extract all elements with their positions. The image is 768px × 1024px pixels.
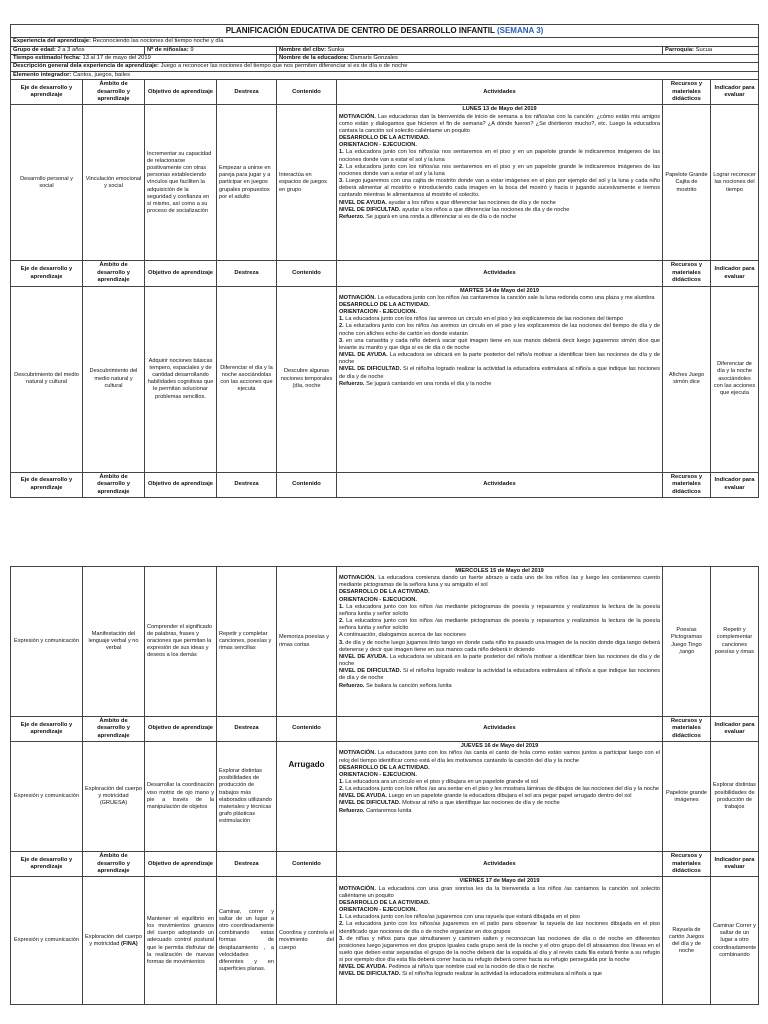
header-tiempo-val: 13 al 17 de mayo del 2019 [82,55,151,62]
days-jueves-a2: La educadora junto con los niños /as ara sentar en el piso y les mostrara láminas de dibujos de las nociones del día y la noche [345,786,659,793]
labels-n3: 3. [339,337,344,344]
descripcion-row [11,63,759,71]
days-viernes-day: VIERNES 17 de Mayo del 2019 [459,878,540,885]
labels-n3: 3. [339,639,344,646]
days-miercoles-a1: La educadora junto con los niños /as mediante pictogramas de poesía y repasamos y realizamos la lectura de la poesía señora lunita y señor solcito [339,603,660,617]
columns-contenido: Contenido [277,261,337,286]
days-miercoles-a2: La educadora junto con los niños /as mediante pictogramas de poesía y repasamos y realizamos la lectura de la poesía señora lunita y señor solcito [339,618,660,632]
columns-destreza: Destreza [217,261,277,286]
columns-recursos: Recursos y materiales didácticos [663,80,711,105]
labels-ayuda: NIVEL DE AYUDA. [339,964,387,971]
labels-motivacion: MOTIVACIÓN. [339,294,376,301]
labels-motivacion: MOTIVACIÓN. [339,885,376,892]
days-viernes-indicador: Caminar Correr y saltar de un lugar a otro coordinadamente combinando [711,877,759,1005]
days-viernes-destreza: Caminar, correr y saltar de un lugar a otro coordinadamente combinando estas formas de desplazamiento , a velocidades diferentes y en superficies planas. [217,877,277,1005]
days-viernes-a1: La educadora junto con los niños/as jugaremos con una rayuela que estará dibujada en el piso [345,914,581,921]
columns-destreza: Destreza [217,852,277,877]
num-ninos-cell [145,46,277,54]
days-martes-a2: La educadora junto con los niños /as aremos un circulo en el piso y les explicaremos de las nociones del tiempo de día y de noche con afiches echo de cartón en donde estarán [339,323,660,337]
column-header-row [11,472,759,497]
columns-recursos: Recursos y materiales didácticos [663,717,711,742]
header-experiencia-val: Reconociendo las nociones del tiempo noche y día [92,38,224,45]
activities-viernes [337,877,663,1005]
day-row-viernes [11,877,759,1005]
days-miercoles-ambito: Manifestación del lenguaje verbal y no verbal [83,567,145,717]
days-lunes-contenido: Interactúa en espacios de juegos en grupo [277,105,337,261]
columns-contenido: Contenido [277,80,337,105]
parroquia-cell [663,46,759,54]
days-lunes-ambito: Vinculación emocional y social [83,105,145,261]
labels-dificultad: NIVEL DE DIFICULTAD. [339,206,401,213]
header-grupo: Grupo de edad: [13,46,56,53]
days-miercoles-contenido: Memoriza poesías y rimas cortas [277,567,337,717]
labels-desarrollo: DESARROLLO DE LA ACTIVIDAD. [339,589,430,596]
days-miercoles-day: MIERCOLES 15 de Mayo del 2019 [455,568,544,574]
labels-motivacion: MOTIVACIÓN. [339,113,376,120]
cibv-cell [277,46,663,54]
days-martes-ambito: Descubrimiento del medio natural y cultural [83,286,145,472]
days-jueves-motivacion: La educadora junto con los niños /as canta el canto de hola como están vamos juntos a participar luego con el reloj del tiempo identificar como está el día les motivamos cantando la canción del día y la noche [339,750,660,764]
stamp-arrugado: Arrugado [288,760,325,770]
activities-miercoles [337,567,663,717]
columns-contenido: Contenido [277,717,337,742]
days-lunes-dificultad: ayudar a los niños a que diferenciar las nociones de día y de noche [402,206,570,213]
labels-n1: 1. [339,316,344,323]
columns-ambito: Ámbito de desarrollo y aprendizaje [83,261,145,286]
days-jueves-objetivo: Desarrollar la coordinación viso motriz de ojo mano y pie a través de la manipulación de objetos [145,742,217,852]
labels-n1: 1. [339,603,344,610]
labels-desarrollo: DESARROLLO DE LA ACTIVIDAD. [339,764,430,771]
columns-contenido: Contenido [277,852,337,877]
header-cibv-val: Sunka [327,46,345,53]
columns-indicador: Indicador para evaluar [711,852,759,877]
columns-ambito: Ámbito de desarrollo y aprendizaje [83,80,145,105]
labels-n2: 2. [339,618,344,625]
columns-actividades: Actividades [337,472,663,497]
experiencia-row [11,38,759,46]
labels-refuerzo: Refuerzo. [339,807,365,814]
days-jueves-ambito: Exploración del cuerpo y motricidad (GRUESA) [83,742,145,852]
columns-indicador: Indicador para evaluar [711,80,759,105]
days-miercoles-indicador: Repetir y complementar canciones poesías y rimas [711,567,759,717]
columns-objetivo: Objetivo de aprendizaje [145,852,217,877]
days-viernes-a3: de niñas y niños para que simultaneen y caminen salten y reconozcan las nociones de día o de noche en diferentes posiciones luego jugaremos en dos grupos iguales cada grupo será de la noche y el otro grupo del dí atrasamos dos líneas en el suelo que deben estar separadas el grupo de la noche deberá dar la espalda al día y al revés cada fila estará frente a su refugio si por ejemplo dice día esta fila deberá correr hacia su refugio deberá correr hacia su refugio perseguida por la noche [339,935,660,964]
columns-eje: Eje de desarrollo y aprendizaje [11,261,83,286]
days-martes-contenido: Descubre algunas nociones temporales (día, noche [277,286,337,472]
labels-refuerzo: Refuerzo. [339,380,365,387]
days-lunes-objetivo: Incrementar su capacidad de relacionarse positivamente con otras personas estableciendo vínculos que faciliten la adquisición de la seguridad y confianza en sí mismo, así como a su proceso de socialización [145,105,217,261]
columns-recursos: Recursos y materiales didácticos [663,472,711,497]
days-martes-dificultad: Si el niño/ha logrado realizar la actividad la educadora estimulara al niño/a a que indique las nociones de día y de noche [339,366,660,380]
header-parroquia: Parroquia: [665,46,694,53]
header-elemento: Elemento integrador: [13,71,72,78]
days-lunes-eje: Desarrollo personal y social [11,105,83,261]
labels-orientacion: ORIENTACION - EJECUCION. [339,907,417,914]
activities-martes [337,286,663,472]
labels-refuerzo: Refuerzo. [339,213,365,220]
header-cibv: Nombre del cibv: [279,46,327,53]
days-lunes-ayuda: ayudar a los niños a que diferenciar las nociones de día y de noche [388,199,556,206]
column-header-row [11,717,759,742]
days-viernes-a2: La educadora junto con los niños/as jugaremos en el patio para observar la rayuela de las nociones dibujada en el piso identificado que nociones de día o de noche organizar en dos grupos [339,921,661,935]
activities-jueves [337,742,663,852]
columns-actividades: Actividades [337,80,663,105]
column-header-row [11,80,759,105]
labels-ayuda: NIVEL DE AYUDA. [339,653,388,660]
week-label: (SEMANA 3) [496,26,544,35]
labels-orientacion: ORIENTACION - EJECUCION. [339,596,417,603]
header-grupo-val: 2 a 3 años [57,46,85,53]
labels-desarrollo: DESARROLLO DE LA ACTIVIDAD. [339,135,430,142]
days-martes-ayuda: La educadora se ubicará en la parte posterior del niño/a motivar a identificar bien las nociones de día y de noche [339,352,660,366]
labels-ayuda: NIVEL DE AYUDA. [339,352,388,359]
days-jueves-ayuda: Luego en un papelote grande la educadora dibujara el sol ara pegar papel arrugado dentro del sol [388,793,632,800]
activities-lunes [337,105,663,261]
columns-ambito: Ámbito de desarrollo y aprendizaje [83,717,145,742]
days-lunes-a3: Luego jugaremos con una cajita de mostrito donde van a estar imágenes en el piso por ejemplo del sol y la luna y cada niño deberá alimentar al mostrito e introduciendo cada imagen en la boca del mostró y hacia ir jugando sucesivamente e iremos cantando mientras le alimentamos al mostrito el solecito. [339,178,660,199]
days-lunes-a1: La educadora junto con los niños/as nos sentaremos en el piso y en un papelote grande le indicaremos imágenes de las nociones donde van a estar el sol y la luna [339,149,660,163]
columns-actividades: Actividades [337,717,663,742]
columns-ambito: Ámbito de desarrollo y aprendizaje [83,472,145,497]
columns-actividades: Actividades [337,852,663,877]
header-descripcion: Descripción general dela experiencia de aprendizaje: [13,63,159,70]
columns-indicador: Indicador para evaluar [711,261,759,286]
days-miercoles-eje: Expresión y comunicación [11,567,83,717]
column-header-row [11,852,759,877]
labels-n2: 2. [339,921,344,928]
planning-page-1 [10,24,758,498]
elemento-row [11,71,759,79]
labels-n1: 1. [339,779,344,785]
columns-indicador: Indicador para evaluar [711,472,759,497]
days-viernes-objetivo: Mantener el equilibrio en los movimientos gruesos del cuerpo adoptando un adecuado control postural que le permita disfrutar de la realización de nuevas formas de movimientos [145,877,217,1005]
header-elemento-val: Cantos, juegos, bailes [72,71,130,78]
days-miercoles-a3: de día y de noche luego jugamos tinto tango en donde cada niño ira pasado una imagen de la noción donde diga tango deberá detenerse y decir que imagen tiene en sus manos cada niño deberá ir diciendo [339,639,660,653]
labels-ayuda: NIVEL DE AYUDA. [339,793,387,800]
planning-page-2 [10,566,758,1005]
day-row-jueves [11,742,759,852]
days-jueves-eje: Expresión y comunicación [11,742,83,852]
header-educadora-val: Damaris Gonzales [350,55,398,62]
columns-recursos: Recursos y materiales didácticos [663,261,711,286]
header-descripcion-val: Juego a reconocer las nociones del tiempo que nos permiten diferenciar si es de día o de noche [160,63,408,70]
days-miercoles-dificultad: Si el niño/ha logrado realizar la actividad la educadora estimulara al niño/a a que indique las nociones de día y de noche [339,668,660,682]
days-jueves-a1: La educadora ara un circulo en el piso y dibujara en un papelote grande el sol [345,779,539,785]
columns-eje: Eje de desarrollo y aprendizaje [11,852,83,877]
labels-dificultad: NIVEL DE DIFICULTAD. [339,971,401,978]
labels-motivacion: MOTIVACIÓN. [339,575,376,582]
days-viernes-ambito-pre: Exploración del cuerpo y motricidad [85,933,142,947]
days-martes-refuerzo: Se jugará cantando en una ronda el día y la noche [366,380,492,387]
days-viernes-ambito-bold: (FINA) [120,940,138,947]
days-lunes-day: LUNES 13 de Mayo del 2019 [462,106,537,113]
columns-eje: Eje de desarrollo y aprendizaje [11,80,83,105]
days-lunes-recursos: Papelote Grande Cajita de mostrito [663,105,711,261]
days-lunes-indicador: Lograr reconocer las nociones del tiempo [711,105,759,261]
days-viernes-eje: Expresión y comunicación [11,877,83,1005]
columns-contenido: Contenido [277,472,337,497]
labels-n1: 1. [339,149,344,156]
columns-eje: Eje de desarrollo y aprendizaje [11,472,83,497]
days-martes-objetivo: Adquirir nociones básicas tempero, espaciales y de cantidad desarrollando habilidades cognitivas que le permitan solucionar problemas sencillos. [145,286,217,472]
labels-n3: 3. [339,178,344,185]
columns-objetivo: Objetivo de aprendizaje [145,261,217,286]
columns-actividades: Actividades [337,261,663,286]
header-title-prefix: PLANIFICACIÓN EDUCATIVA DE CENTRO DE DESARROLLO INFANTIL [225,26,495,35]
days-jueves-destreza: Explorar distintas posibilidades de producción de trabajos más elaborados utilizando materiales y técnicas grafo plásticas estimulación [217,742,277,852]
days-martes-a1: La educadora junto con los niños /as aremos un circulo en el piso y les explicaremos de las nociones del tiempo [345,316,623,323]
days-lunes-a2: La educadora junto con los niños/as nos sentaremos en el piso y en un papelote grande le indicaremos imágenes de las nociones donde van a estar el sol y la luna [339,163,660,177]
columns-recursos: Recursos y materiales didácticos [663,852,711,877]
planning-table-2 [10,566,759,1005]
day-row-martes [11,286,759,472]
days-miercoles-recursos: Poesías Pictogramas Juego Tingo ,tango [663,567,711,717]
days-jueves-recursos: Papelote grande imágenes [663,742,711,852]
labels-ayuda: NIVEL DE AYUDA. [339,199,387,206]
day-row-miercoles [11,567,759,717]
labels-motivacion: MOTIVACIÓN. [339,750,376,757]
days-martes-eje: Descubrimiento del medio natural y cultural [11,286,83,472]
columns-destreza: Destreza [217,80,277,105]
days-martes-destreza: Diferenciar el día y la noche asociándolas con las acciones que ejecuta [217,286,277,472]
days-lunes-motivacion: Las educadoras dan la bienvenida de inicio de semana a los niños/as con la canción: ¿cómo están mis amigos como están y dialogamos que hicieron el fin de semana? ¿A dónde fueron? ¿Se divirtieron mucho?, etc. Luego la educadora cantara la canción sol solecito caliéntame un poquito [339,113,660,134]
educadora-cell [277,55,759,63]
labels-n2: 2. [339,786,344,793]
days-jueves-day: JUEVES 16 de Mayo del 2019 [460,743,539,750]
header-parroquia-val: Sucua [695,46,713,53]
columns-destreza: Destreza [217,472,277,497]
header-ninos: Nº de niños/as: [147,46,189,53]
labels-refuerzo: Refuerzo. [339,682,365,689]
labels-dificultad: NIVEL DE DIFICULTAD. [339,668,402,675]
days-miercoles-refuerzo: Se bailara la canción señora lunita [366,682,452,689]
labels-dificultad: NIVEL DE DIFICULTAD. [339,800,401,807]
column-header-row [11,261,759,286]
labels-n1: 1. [339,914,344,921]
columns-objetivo: Objetivo de aprendizaje [145,80,217,105]
labels-orientacion: ORIENTACION - EJECUCION. [339,142,417,149]
days-lunes-destreza: Empezar a unirse en pareja para jugar y a participar en juegos grupales propuestos por el adulto [217,105,277,261]
document-title [11,25,759,38]
columns-objetivo: Objetivo de aprendizaje [145,717,217,742]
days-viernes-dificultad: Si el niño/ha logrado realizar la actividad la educadora estimulara al niño/a a que [402,971,603,978]
header-educadora: Nombre de la educadora: [279,55,349,62]
labels-n3: 3. [339,935,344,942]
labels-desarrollo: DESARROLLO DE LA ACTIVIDAD. [339,899,430,906]
header-tiempo: Tiempo estimado/ fecha: [13,55,81,62]
days-miercoles-destreza: Repetir y completar canciones, poesías y rimas sencillas [217,567,277,717]
columns-objetivo: Objetivo de aprendizaje [145,472,217,497]
labels-dificultad: NIVEL DE DIFICULTAD. [339,366,402,373]
columns-eje: Eje de desarrollo y aprendizaje [11,717,83,742]
days-lunes-refuerzo: Se jugará en una ronda a diferenciar si es de día o de noche [366,213,517,220]
days-martes-indicador: Diferenciar de día y la noche asociándoles con las acciones que ejecuta [711,286,759,472]
days-viernes-ayuda: Pedimos al niño/a que nombre cual es la noción de día o de noche [388,964,554,971]
labels-n2: 2. [339,323,344,330]
columns-ambito: Ámbito de desarrollo y aprendizaje [83,852,145,877]
labels-orientacion: ORIENTACION - EJECUCION. [339,771,417,778]
days-miercoles-objetivo: Comprender el significado de palabras, frases y oraciones que permitan la expresión de sus ideas y deseos a los demás [145,567,217,717]
columns-indicador: Indicador para evaluar [711,717,759,742]
tiempo-cell [11,55,277,63]
days-jueves-indicador: Explorar distintas posibilidades de producción de trabajos [711,742,759,852]
days-miercoles-ayuda: La educadora se ubicará en la parte posterior del niño/a motivar a identificar bien las nociones de día y de noche [339,653,660,668]
labels-desarrollo: DESARROLLO DE LA ACTIVIDAD. [339,302,430,309]
days-miercoles-motivacion: La educadora comienza dando un fuerte abrazo a cada uno de los niños /as y luego les contaremos cuento mediante pictogramas de la señora luna y su amiguito el sol [339,575,660,589]
planning-table-1 [10,24,759,498]
days-martes-day: MARTES 14 de Mayo del 2019 [460,287,539,294]
grupo-edad-cell [11,46,145,54]
header-ninos-val: 9 [190,46,194,53]
days-jueves-dificultad: Motivar al niño a que identifique las nociones de día y de noche [402,800,560,807]
days-martes-recursos: Afiches Juego simón dice [663,286,711,472]
days-miercoles-amid: A continuación, dialogamos acerca de las nociones [339,632,466,639]
days-viernes-motivacion: La educadora con una gran sonrisa les da la bienvenida a los niños /as cantamos la canción sol solecito caliéntame un poquito [339,885,660,899]
days-martes-a3: en una canastita y cada niño deberá sacar qué imagen tiene en sus manos deberá decir luego jugaremos simón dice que levante su manito y que diga si es de día o de noche [339,337,660,351]
labels-orientacion: ORIENTACION - EJECUCION. [339,309,417,316]
header-experiencia: Experiencia del aprendizaje: [13,38,91,45]
days-viernes-contenido: Coordina y controla el movimiento del cuerpo [277,877,337,1005]
labels-n2: 2. [339,163,344,170]
days-jueves-refuerzo: Cantaremos lunita [366,807,412,814]
columns-destreza: Destreza [217,717,277,742]
days-viernes-recursos: Rayuela de cartón Juegos del día y de noche [663,877,711,1005]
days-martes-motivacion: La educadora junto con los niños /as cantaremos la canción sale la luna redonda como una plaza y me alumbra [377,294,655,301]
day-row-lunes [11,105,759,261]
